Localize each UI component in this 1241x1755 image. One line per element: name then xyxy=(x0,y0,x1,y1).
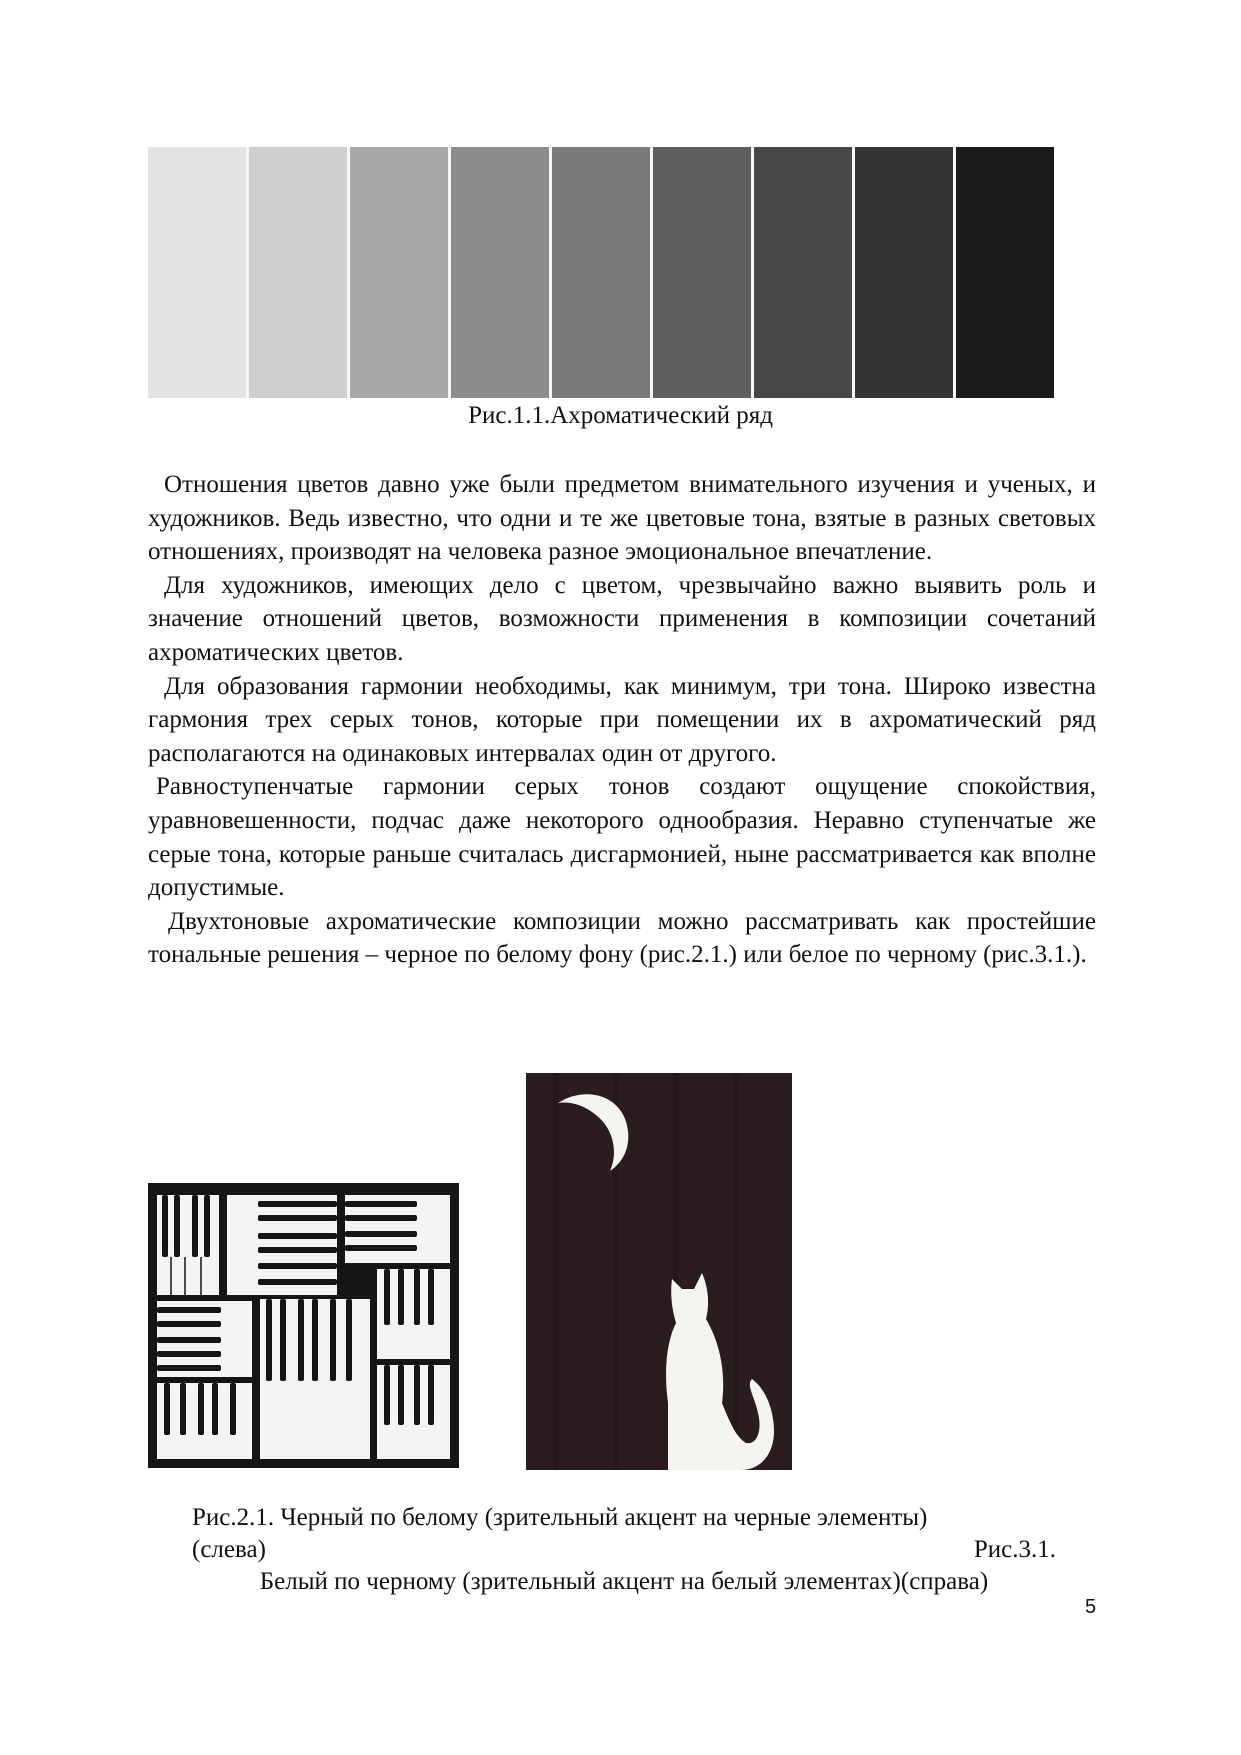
caption-left-note: (слева) xyxy=(192,1536,266,1563)
paragraph: Отношения цветов давно уже были предметом внимательного изучения и ученых, и художников. Ведь известно, что одни и те же цветовые тона, взятые в разных световых отношениях, производят на человека разное эмоциональное впечатление. xyxy=(148,471,1096,566)
page-number: 5 xyxy=(1085,1596,1097,1618)
piano-keys-icon xyxy=(148,1183,459,1468)
gray-swatch xyxy=(148,147,249,398)
cat-moon-icon xyxy=(526,1073,792,1470)
paragraph: Равноступенчатые гармонии серых тонов создают ощущение спокойствия, уравновешенности, подчас даже некоторого однообразия. Неравно ступенчатые же серые тона, которые раньше считалась дисгармонией, ныне рассматривается как вполне допустимые. xyxy=(148,773,1096,902)
gray-swatch xyxy=(350,147,451,398)
figure-3-1-caption: Белый по черному (зрительный акцент на белый элементах)(справа) xyxy=(259,1568,989,1595)
paragraph: Для образования гармонии необходимы, как минимум, три тона. Широко известна гармония трех серых тонов, которые при помещении их в ахроматический ряд располагаются на одинаковых интервалах один от другого. xyxy=(148,672,1096,767)
paragraph: Для художников, имеющих дело с цветом, чрезвычайно важно выявить роль и значение отношений цветов, возможности применения в композиции сочетаний ахроматических цветов. xyxy=(148,571,1096,666)
figure-1-1-caption: Рис.1.1.Ахроматический ряд xyxy=(468,402,773,429)
gray-swatch xyxy=(956,147,1054,398)
gray-swatch xyxy=(451,147,552,398)
body-text xyxy=(148,468,1096,972)
achromatic-scale-image xyxy=(148,147,1054,398)
gray-swatch xyxy=(552,147,653,398)
gray-swatch xyxy=(249,147,350,398)
gray-swatch xyxy=(754,147,855,398)
figure-captions xyxy=(192,1502,1056,1598)
paragraph: Двухтоновые ахроматические композиции можно рассматривать как простейшие тональные решения – черное по белому фону (рис.2.1.) или белое по черному (рис.3.1.). xyxy=(148,907,1096,969)
gray-swatch xyxy=(855,147,956,398)
figure-3-1-label: Рис.3.1. xyxy=(973,1536,1056,1563)
figure-2-1-caption: Рис.2.1. Черный по белому (зрительный акцент на черные элементы) xyxy=(192,1504,928,1531)
gray-swatch xyxy=(653,147,754,398)
